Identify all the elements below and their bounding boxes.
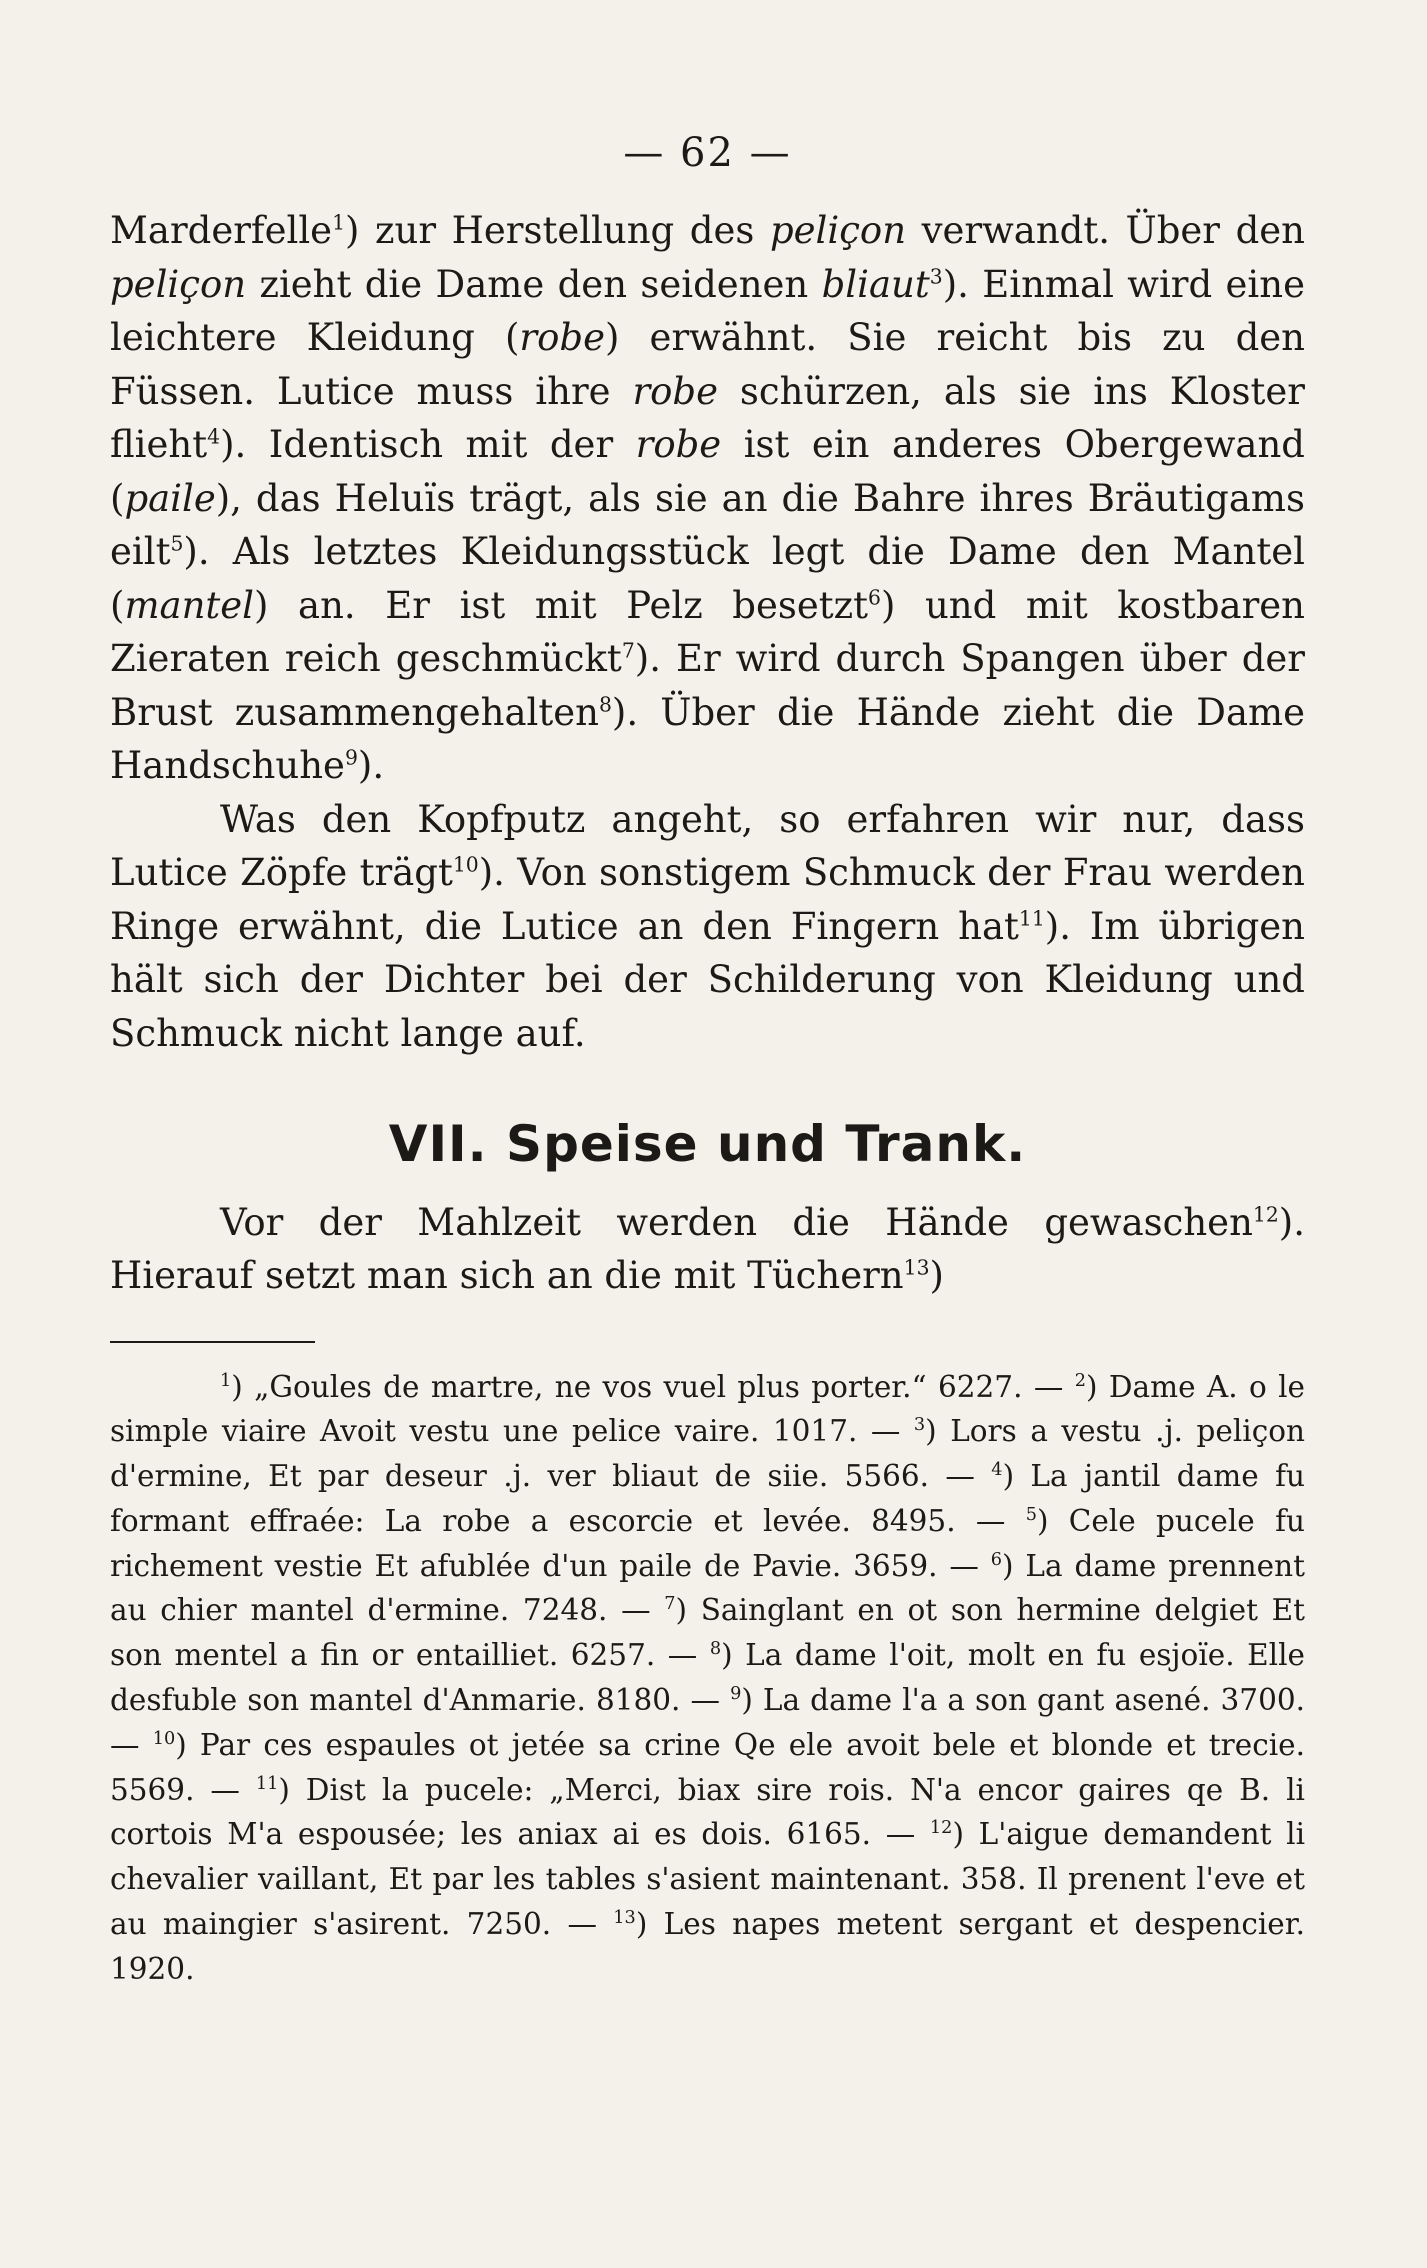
footnote-text: ) Les napes metent sergant et despencier. 1920. <box>110 1907 1306 1986</box>
footnote-number: 8 <box>709 1639 722 1660</box>
paragraph-headdress: Was den Kopfputz angeht, so erfahren wir nur, dass Lutice Zöpfe trägt$^{10}$). Von sonstigem Schmuck der Frau werden Ringe erwähnt, die Lutice an den Fingern hat$^{11}$). Im übrigen hält sich der Dichter bei der Schilderung von Kleidung und Schmuck nicht lange auf. <box>110 797 1306 1055</box>
section-heading: VII. Speise und Trank. <box>388 1115 1027 1173</box>
footnote-text: ) Dame A. o le simple viaire Avoit vestu une pelice vaire. 1017. — <box>110 1369 1305 1449</box>
footnote-ref[interactable]: 8 <box>598 692 612 717</box>
footnote-text: ) La dame prennent au chier mantel d'ermine. 7248. — <box>110 1548 1305 1628</box>
footnote-text: ) La dame l'a a son gant asené. 3700. — <box>110 1683 1305 1762</box>
book-page <box>110 130 1305 1992</box>
footnote-number: 9 <box>730 1684 742 1705</box>
footnote-ref[interactable]: 13 <box>903 1255 930 1280</box>
footnote-number: 4 <box>991 1460 1003 1481</box>
footnote-text: ) La jantil dame fu formant effraée: La robe a escorcie et levée. 8495. — <box>110 1459 1305 1538</box>
footnote-number: 13 <box>613 1908 636 1929</box>
footnote-ref[interactable]: 11 <box>1018 906 1045 931</box>
footnote-text: ) Par ces espaules ot jetée sa crine Qe ele avoit bele et blonde et trecie. 5569. — <box>110 1727 1305 1807</box>
footnote-ref[interactable]: 3 <box>929 264 943 289</box>
footnote-text: ) La dame l'oit, molt en fu esjoïe. Elle desfuble son mantel d'Anmarie. 8180. — <box>110 1638 1305 1718</box>
footnote-number: 10 <box>152 1729 176 1750</box>
footnote-number: 1 <box>220 1370 232 1391</box>
footnote-ref[interactable]: 1 <box>332 210 346 235</box>
footnote-number: 7 <box>664 1594 676 1615</box>
footnotes-block <box>110 1365 1305 1992</box>
footnote-ref[interactable]: 9 <box>344 745 358 770</box>
footnote-ref[interactable]: 7 <box>621 638 635 663</box>
footnote-text: ) L'aigue demandent li chevalier vaillant, Et par les tables s'asient maintenant. 358. Il prenent l'eve et au maingier s'asirent. 7250. — <box>110 1817 1306 1942</box>
footnote-ref[interactable]: 10 <box>452 852 479 877</box>
footnote-number: 6 <box>990 1549 1003 1570</box>
footnote-text: ) Sainglant en ot son hermine delgiet Et son mentel a fin or entailliet. 6257. — <box>110 1593 1306 1673</box>
paragraph-meal: Vor der Mahlzeit werden die Hände gewaschen$^{12}$). Hierauf setzt man sich an die mit Tüchern$^{13}$) <box>110 1200 1305 1297</box>
footnote-1 <box>220 1370 1075 1404</box>
footnote-ref[interactable]: 12 <box>1252 1202 1279 1227</box>
footnote-ref[interactable]: 4 <box>207 424 221 449</box>
footnote-text: ) Lors a vestu .j. peliçon d'ermine, Et par deseur .j. ver bliaut de siie. 5566. — <box>110 1414 1305 1494</box>
footnote-number: 12 <box>929 1818 953 1839</box>
main-text <box>110 204 1305 1303</box>
footnote-ref[interactable]: 5 <box>170 531 184 556</box>
footnote-number: 5 <box>1025 1505 1037 1526</box>
footnote-number: 3 <box>913 1415 926 1436</box>
paragraph-clothing: Marderfelle$^1$) zur Herstellung des peliçon verwandt. Über den peliçon zieht die Dame den seidenen bliaut$^3$). Einmal wird eine leichtere Kleidung (robe) erwähnt. Sie reicht bis zu den Füssen. Lutice muss ihre robe schürzen, als sie ins Kloster flieht$^4$). Identisch mit der robe ist ein anderes Obergewand (paile), das Heluïs trägt, als sie an die Bahre ihres Bräutigams eilt$^5$). Als letztes Kleidungsstück legt die Dame den Mantel (mantel) an. Er ist mit Pelz besetzt$^6$) und mit kostbaren Zieraten reich geschmückt$^7$). Er wird durch Spangen über der Brust zusammengehalten$^8$). Über die Hände zieht die Dame Handschuhe$^9$). <box>110 209 1306 787</box>
footnote-ref[interactable]: 6 <box>868 585 881 610</box>
footnote-text: ) Dist la pucele: „Merci, biax sire rois. N'a encor gaires qe B. li cortois M'a espousée; les aniax ai es dois. 6165. — <box>110 1772 1305 1852</box>
footnote-number: 11 <box>255 1773 279 1794</box>
footnote-number: 2 <box>1074 1370 1086 1391</box>
footnote-divider <box>110 1341 315 1343</box>
footnote-text: ) Cele pucele fu richement vestie Et afublée d'un paile de Pavie. 3659. — <box>110 1503 1305 1583</box>
footnote-text: ) „Goules de martre, ne vos vuel plus porter.“ 6227. — <box>231 1369 1075 1404</box>
page-number: — 62 — <box>623 130 792 176</box>
